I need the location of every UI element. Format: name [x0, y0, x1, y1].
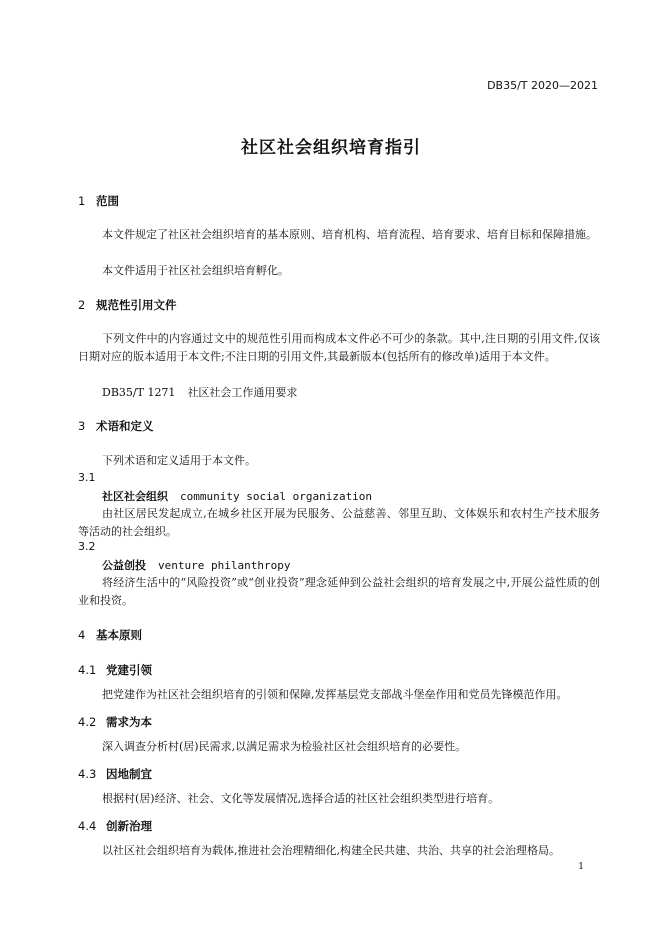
term-cn: 社区社会组织 [102, 490, 168, 503]
term-number: 3.1 [78, 471, 96, 484]
subsection-number: 4.2 [78, 715, 97, 729]
paragraph: 本文件适用于社区社会组织培育孵化。 [102, 264, 289, 277]
section-1-heading [78, 193, 119, 209]
paragraph: 根据村(居)经济、社会、文化等发展情况,选择合适的社区社会组织类型进行培育。 [102, 792, 500, 805]
paragraph: 以社区社会组织培育为载体,推进社会治理精细化,构建全民共建、共治、共享的社会治理格局。 [102, 844, 560, 857]
paragraph: 下列术语和定义适用于本文件。 [102, 454, 256, 467]
subsection-heading [78, 714, 152, 730]
term-entry [102, 557, 290, 573]
paragraph: 下列文件中的内容通过文中的规范性引用而构成本文件必不可少的条款。其中,注日期的引用文件,仅该日期对应的版本适用于本文件;不注日期的引用文件,其最新版本(包括所有的修改单)适用于本文件。 [78, 332, 600, 363]
subsection-title: 因地制宜 [106, 767, 152, 781]
reference-code: DB35/T 1271 [102, 386, 176, 399]
subsection-heading [78, 766, 152, 782]
section-title: 规范性引用文件 [96, 298, 177, 312]
subsection-title: 党建引领 [106, 663, 152, 677]
section-title: 范围 [96, 194, 119, 208]
section-title: 术语和定义 [96, 419, 154, 433]
subsection-number: 4.3 [78, 767, 97, 781]
section-number: 4 [78, 628, 86, 642]
term-number: 3.2 [78, 540, 96, 553]
term-en: venture philanthropy [158, 559, 291, 572]
term-cn: 公益创投 [102, 559, 146, 572]
paragraph: 本文件规定了社区社会组织培育的基本原则、培育机构、培育流程、培育要求、培育目标和保障措施。 [102, 228, 597, 241]
paragraph: 深入调查分析村(居)民需求,以满足需求为检验社区社会组织培育的必要性。 [102, 740, 467, 753]
section-number: 1 [78, 194, 86, 208]
term-entry [102, 488, 372, 504]
section-4-heading [78, 627, 142, 643]
page-number: 1 [578, 862, 584, 872]
subsection-heading [78, 662, 152, 678]
subsection-title: 需求为本 [106, 715, 152, 729]
page-title: 社区社会组织培育指引 [241, 138, 421, 158]
subsection-heading [78, 818, 152, 834]
section-number: 2 [78, 298, 86, 312]
reference-title: 社区社会工作通用要求 [187, 386, 298, 399]
term-en: community social organization [180, 490, 373, 503]
section-2-heading [78, 297, 177, 313]
subsection-number: 4.1 [78, 663, 97, 677]
section-title: 基本原则 [96, 628, 142, 642]
paragraph: 把党建作为社区社会组织培育的引领和保障,发挥基层党支部战斗堡垒作用和党员先锋模范作用。 [102, 688, 568, 701]
subsection-number: 4.4 [78, 819, 97, 833]
term-definition: 将经济生活中的“风险投资”或“创业投资”理念延伸到公益社会组织的培育发展之中,开展公益性质的创业和投资。 [78, 576, 600, 607]
normative-reference [102, 384, 297, 400]
section-3-heading [78, 418, 154, 434]
standard-number: DB35/T 2020—2021 [487, 79, 598, 92]
section-number: 3 [78, 419, 86, 433]
subsection-title: 创新治理 [106, 819, 152, 833]
term-definition: 由社区居民发起成立,在城乡社区开展为民服务、公益慈善、邻里互助、文体娱乐和农村生产技术服务等活动的社会组织。 [78, 507, 600, 538]
